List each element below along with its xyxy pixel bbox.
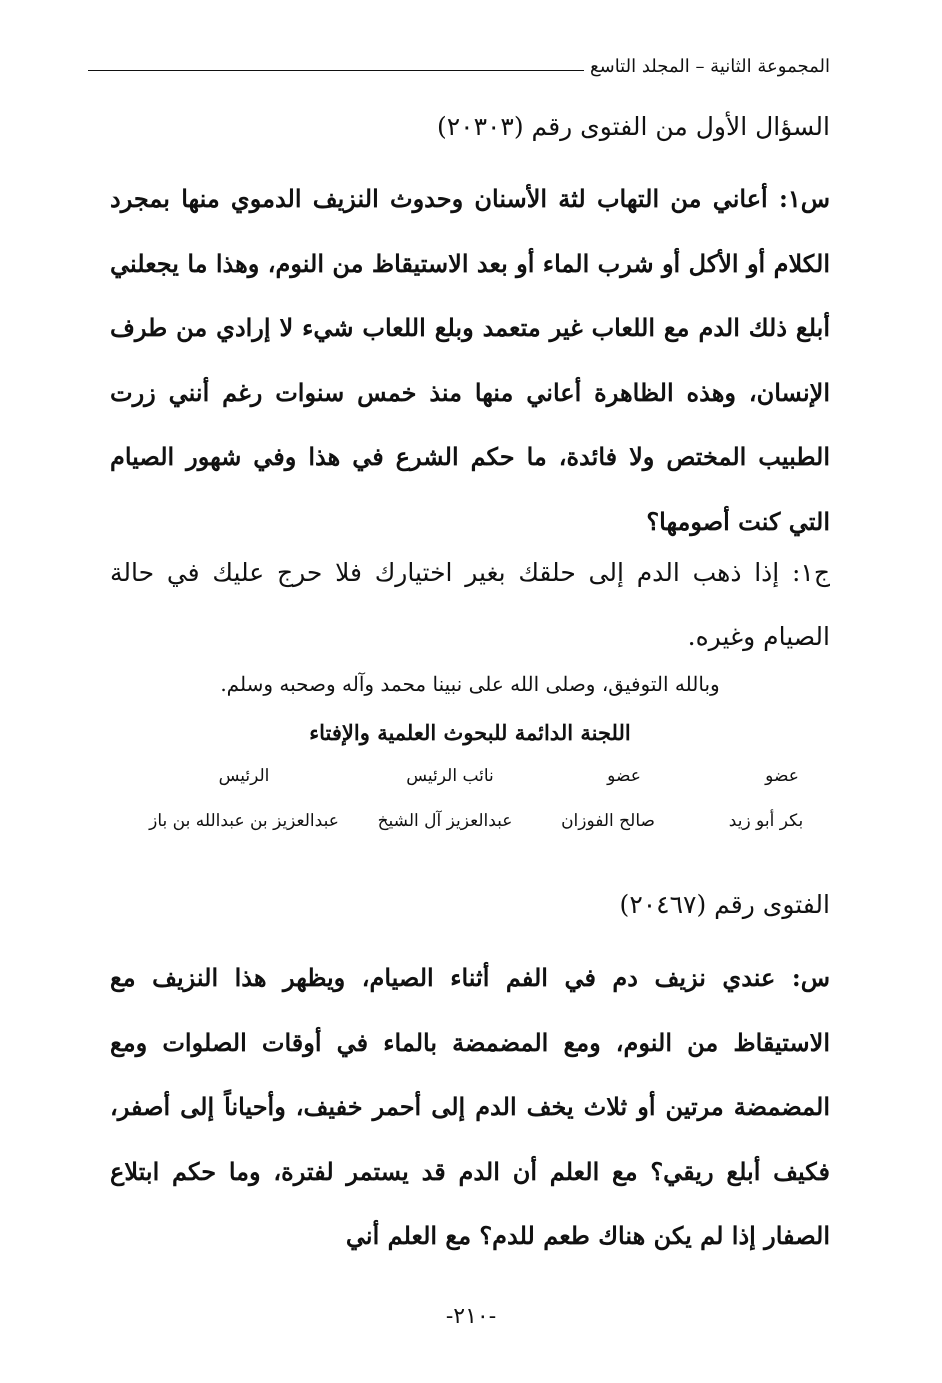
running-title: المجموعة الثانية – المجلد التاسع: [590, 56, 830, 77]
fatwa-1-heading: السؤال الأول من الفتوى رقم (٢٠٣٠٣): [436, 112, 830, 141]
closing-formula: وبالله التوفيق، وصلى الله على نبينا محمد وآله وصحبه وسلم.: [220, 672, 720, 696]
header-rule: [88, 70, 584, 71]
fatwa-2-heading: الفتوى رقم (٢٠٤٦٧): [619, 890, 830, 919]
signatory-name-4: عبدالعزيز بن عبدالله بن باز: [149, 811, 339, 831]
signatory-name-3: عبدالعزيز آل الشيخ: [377, 811, 513, 831]
page-number: -٢١٠-: [445, 1304, 497, 1329]
fatwa-1-answer: ج١: إذا ذهب الدم إلى حلقك بغير اختيارك فلا حرج عليك في حالة الصيام وغيره.: [110, 558, 830, 651]
fatwa-1-question: س١: أعاني من التهاب لثة الأسنان وحدوث النزيف الدموي منها بمجرد الكلام أو الأكل أو شرب الماء أو بعد الاستيقاظ من النوم، وهذا ما يجعلني أبلع ذلك الدم مع اللعاب غير متعمد وبلع اللعاب شيء لا إرادي من طرف الإنسان، وهذه الظاهرة أعاني منها منذ خمس سنوات رغم أنني زرت الطبيب المختص ولا فائدة، ما حكم الشرع في هذا وفي شهور الصيام التي كنت أصومها؟: [110, 184, 830, 536]
fatwa-2-question: س: عندي نزيف دم في الفم أثناء الصيام، ويظهر هذا النزيف مع الاستيقاظ من النوم، ومع المضمضة بالماء في أوقات الصلوات ومع المضمضة مرتين أو ثلاث يخف الدم إلى أحمر خفيف، وأحياناً إلى أصفر، فكيف أبلع ريقي؟ مع العلم أن الدم قد يستمر لفترة، وما حكم ابتلاع الصفار إذا لم يكن هناك طعم للدم؟ مع العلم أني: [110, 963, 831, 1250]
signatory-role-2: عضو: [607, 766, 641, 786]
signatory-role-3: نائب الرئيس: [406, 766, 494, 786]
signatory-name-2: صالح الفوزان: [561, 811, 655, 831]
signatory-role-1: عضو: [765, 766, 799, 786]
signatory-role-4: الرئيس: [218, 766, 270, 786]
committee-name: اللجنة الدائمة للبحوث العلمية والإفتاء: [309, 720, 631, 745]
signatory-name-1: بكر أبو زيد: [728, 811, 804, 831]
